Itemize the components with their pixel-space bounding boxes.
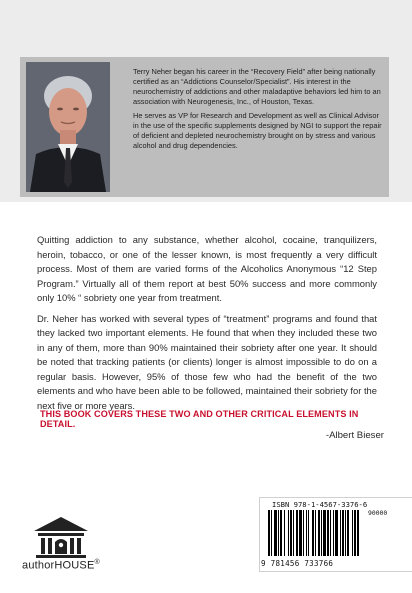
author-photo bbox=[26, 62, 110, 192]
authorhouse-logo-icon bbox=[30, 515, 92, 559]
bio-paragraph-1: Terry Neher began his career in the “Recovery Field” after being nationally certified as an “Addictions Counselor/Specialist”. His interest in the neurochemistry of addictions and other maladaptive behaviors led him to an association with Neurogenesis, Inc., of Houston, Texas. bbox=[133, 67, 381, 106]
publisher-name-text: authorHOUSE bbox=[22, 559, 95, 572]
author-bio bbox=[133, 67, 384, 155]
barcode-digits: 9 781456 733766 bbox=[261, 559, 334, 568]
barcode-icon bbox=[268, 510, 408, 560]
isbn-label: ISBN 978-1-4567-3376-6 bbox=[272, 500, 368, 509]
description-paragraph-1: Quitting addiction to any substance, whether alcohol, cocaine, tranquilizers, heroin, tobacco, or one of the lesser known, is most frequently a very difficult process. Most of them are varied forms of the Alcoholics Anonymous “12 Step Program.” Virtually all of them report at best 50% success and more commonly only 10% “ sobriety one year from treatment. bbox=[37, 234, 377, 303]
callout-headline: THIS BOOK COVERS THESE TWO AND OTHER CRITICAL ELEMENTS IN DETAIL. bbox=[40, 409, 359, 429]
description-paragraph-2: Dr. Neher has worked with several types of “treatment” programs and found that they lacked two important elements. He found that when they included these two in any of them, more than 90% maintained their sobriety after one year. It should be noted that tracking patients (or clients) longer is almost impossible to do on a regular basis. However, 95% of those few who had the benefit of the two elements and who have been able to be followed, maintained their sobriety for the next five or more years. bbox=[37, 312, 377, 411]
price-code: 90000 bbox=[368, 509, 388, 517]
bio-paragraph-2: He serves as VP for Research and Development as well as Clinical Advisor in the use of the specific supplements designed by NGI to support the repair of deficient and depleted neurochemistry brought on by stress and various alcohol and drug dependencies. bbox=[133, 111, 382, 150]
book-description bbox=[37, 233, 377, 419]
signature: -Albert Bieser bbox=[325, 430, 384, 441]
publisher-name bbox=[22, 559, 100, 572]
registered-mark: ® bbox=[94, 559, 100, 566]
author-portrait-icon bbox=[26, 62, 110, 192]
